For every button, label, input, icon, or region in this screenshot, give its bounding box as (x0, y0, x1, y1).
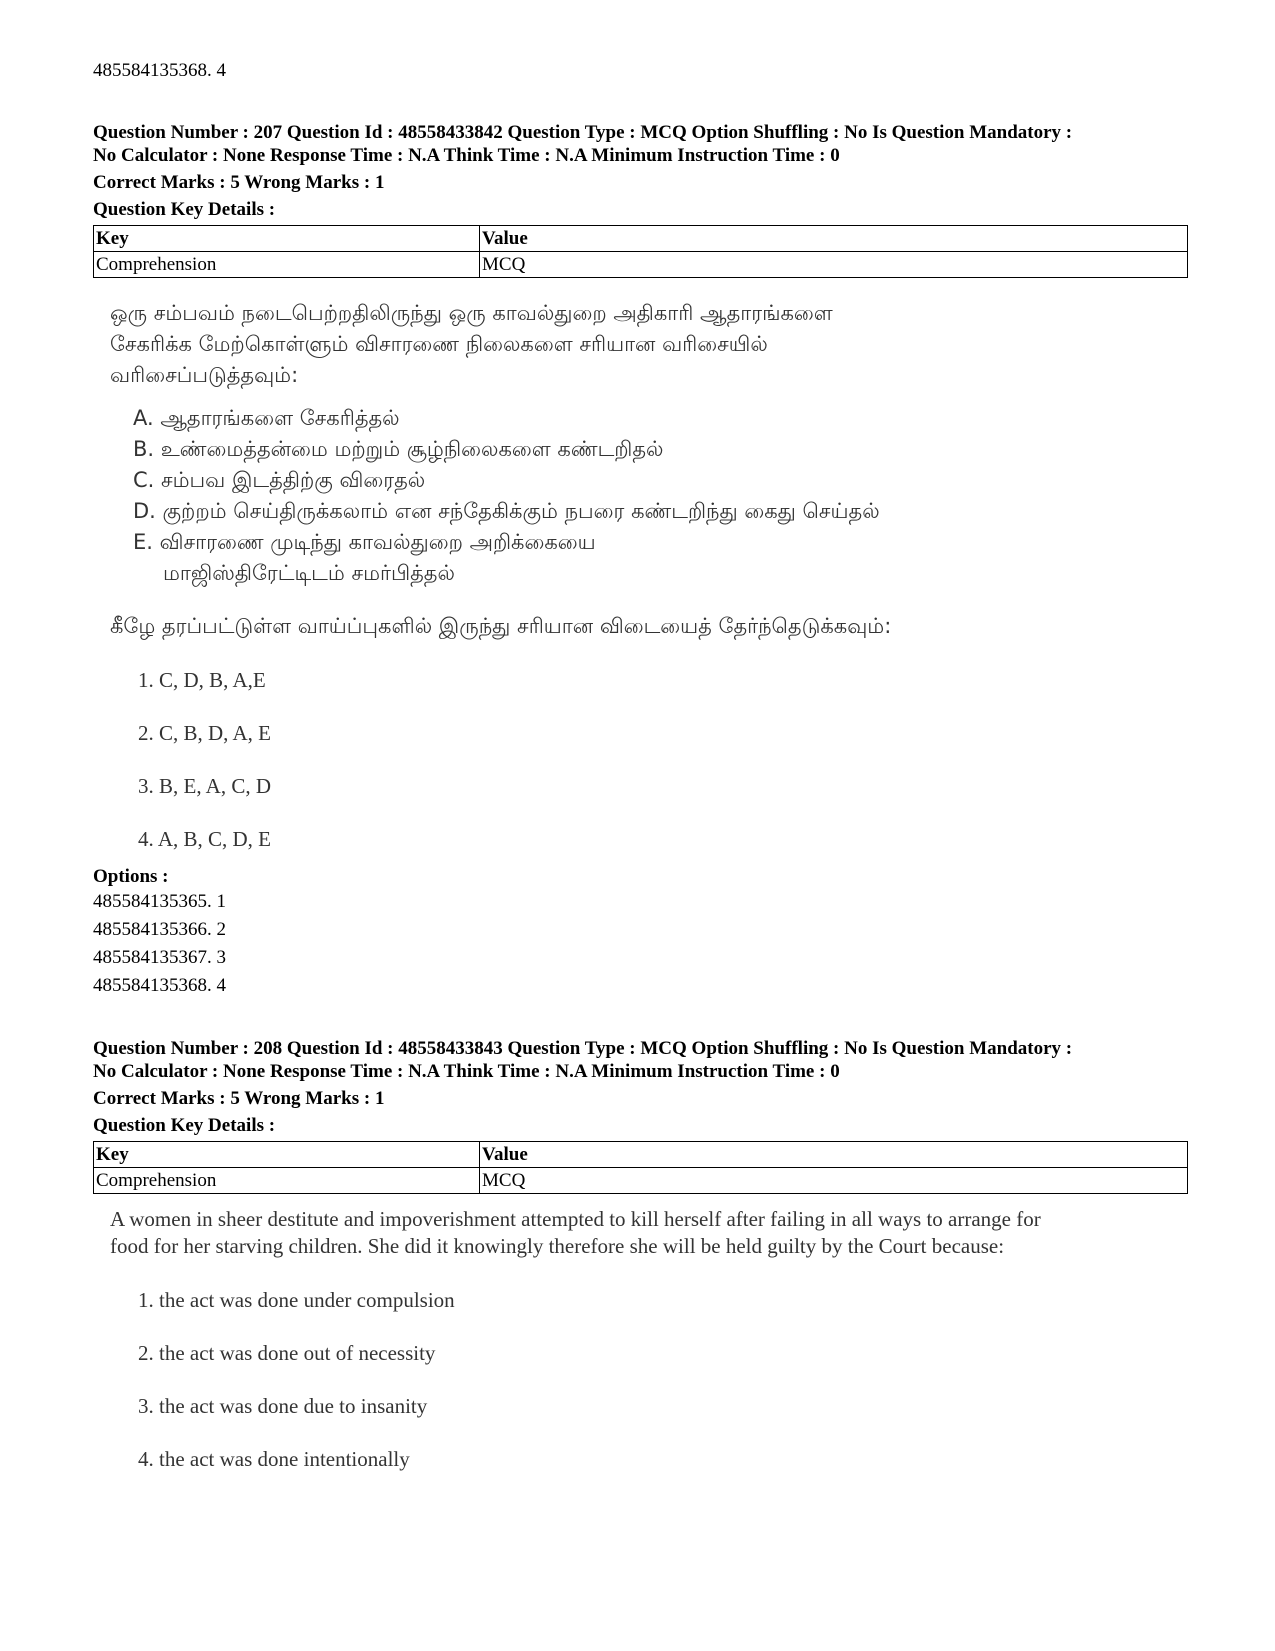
option-item: 485584135368. 4 (93, 975, 226, 996)
option-item: 485584135365. 1 (93, 891, 226, 912)
instruction-text: கீழே தரப்பட்டுள்ள வாய்ப்புகளில் இருந்து சரியான விடையைத் தேர்ந்தெடுக்கவும்: (110, 614, 892, 638)
statement-item: மாஜிஸ்திரேட்டிடம் சமர்பித்தல் (163, 561, 455, 585)
table-row: Comprehension MCQ (94, 1168, 1188, 1194)
answer-choice: 2. the act was done out of necessity (138, 1341, 436, 1365)
question-image-content (93, 298, 1188, 866)
answer-list (138, 1274, 1188, 1486)
answer-choice: 4. A, B, C, D, E (138, 827, 272, 851)
question-marks: Correct Marks : 5 Wrong Marks : 1 (93, 1088, 385, 1109)
table-header-row: Key Value (94, 1142, 1188, 1168)
key-details-table (93, 225, 1188, 278)
question-meta: Question Number : 208 Question Id : 48558433843 Question Type : MCQ Option Shuffling : No Is Question Mandatory : No Calculator : None Response Time : N.A Think Time : N.A Minimum Instruction Time : 0 (93, 1038, 1073, 1082)
question-text: ஒரு சம்பவம் நடைபெற்றதிலிருந்து ஒரு காவல்துறை அதிகாரி ஆதாரங்களை சேகரிக்க மேற்கொள்ளும் விசாரணை நிலைகளை சரியான வரிசையில் வரிசைப்படுத்தவும்: (110, 301, 833, 387)
question-block-207 (93, 121, 1188, 1000)
key-details-title: Question Key Details : (93, 1115, 276, 1136)
statement-item: C. சம்பவ இடத்திற்கு விரைதல் (133, 468, 426, 492)
question-meta: Question Number : 207 Question Id : 48558433842 Question Type : MCQ Option Shuffling : No Is Question Mandatory : No Calculator : None Response Time : N.A Think Time : N.A Minimum Instruction Time : 0 (93, 122, 1073, 166)
answer-choice: 1. the act was done under compulsion (138, 1288, 455, 1312)
options-title: Options : (93, 866, 169, 887)
previous-option-line: 485584135368. 4 (93, 60, 226, 81)
option-item: 485584135367. 3 (93, 947, 226, 968)
answer-choice: 3. B, E, A, C, D (138, 774, 272, 798)
answer-list (138, 654, 1188, 866)
table-header-row: Key Value (94, 226, 1188, 252)
statement-item: A. ஆதாரங்களை சேகரித்தல் (133, 406, 400, 430)
statement-item: E. விசாரணை முடிந்து காவல்துறை அறிக்கையை (133, 530, 596, 554)
question-block-208 (93, 1037, 1188, 1486)
key-details-title: Question Key Details : (93, 199, 276, 220)
key-details-table (93, 1141, 1188, 1194)
answer-choice: 3. the act was done due to insanity (138, 1394, 428, 1418)
statement-item: D. குற்றம் செய்திருக்கலாம் என சந்தேகிக்கும் நபரை கண்டறிந்து கைது செய்தல் (133, 499, 880, 523)
statement-list (133, 403, 1188, 589)
options-list (93, 888, 1188, 1000)
statement-item: B. உண்மைத்தன்மை மற்றும் சூழ்நிலைகளை கண்டறிதல் (133, 437, 664, 461)
question-text: A women in sheer destitute and impoverishment attempted to kill herself after failing in all ways to arrange for food for her starving children. She did it knowingly therefore she will be held guilty by the Court because: (110, 1207, 1041, 1258)
answer-choice: 1. C, D, B, A,E (138, 668, 266, 692)
answer-choice: 4. the act was done intentionally (138, 1447, 410, 1471)
question-marks: Correct Marks : 5 Wrong Marks : 1 (93, 172, 385, 193)
table-row: Comprehension MCQ (94, 252, 1188, 278)
answer-choice: 2. C, B, D, A, E (138, 721, 272, 745)
option-item: 485584135366. 2 (93, 919, 226, 940)
